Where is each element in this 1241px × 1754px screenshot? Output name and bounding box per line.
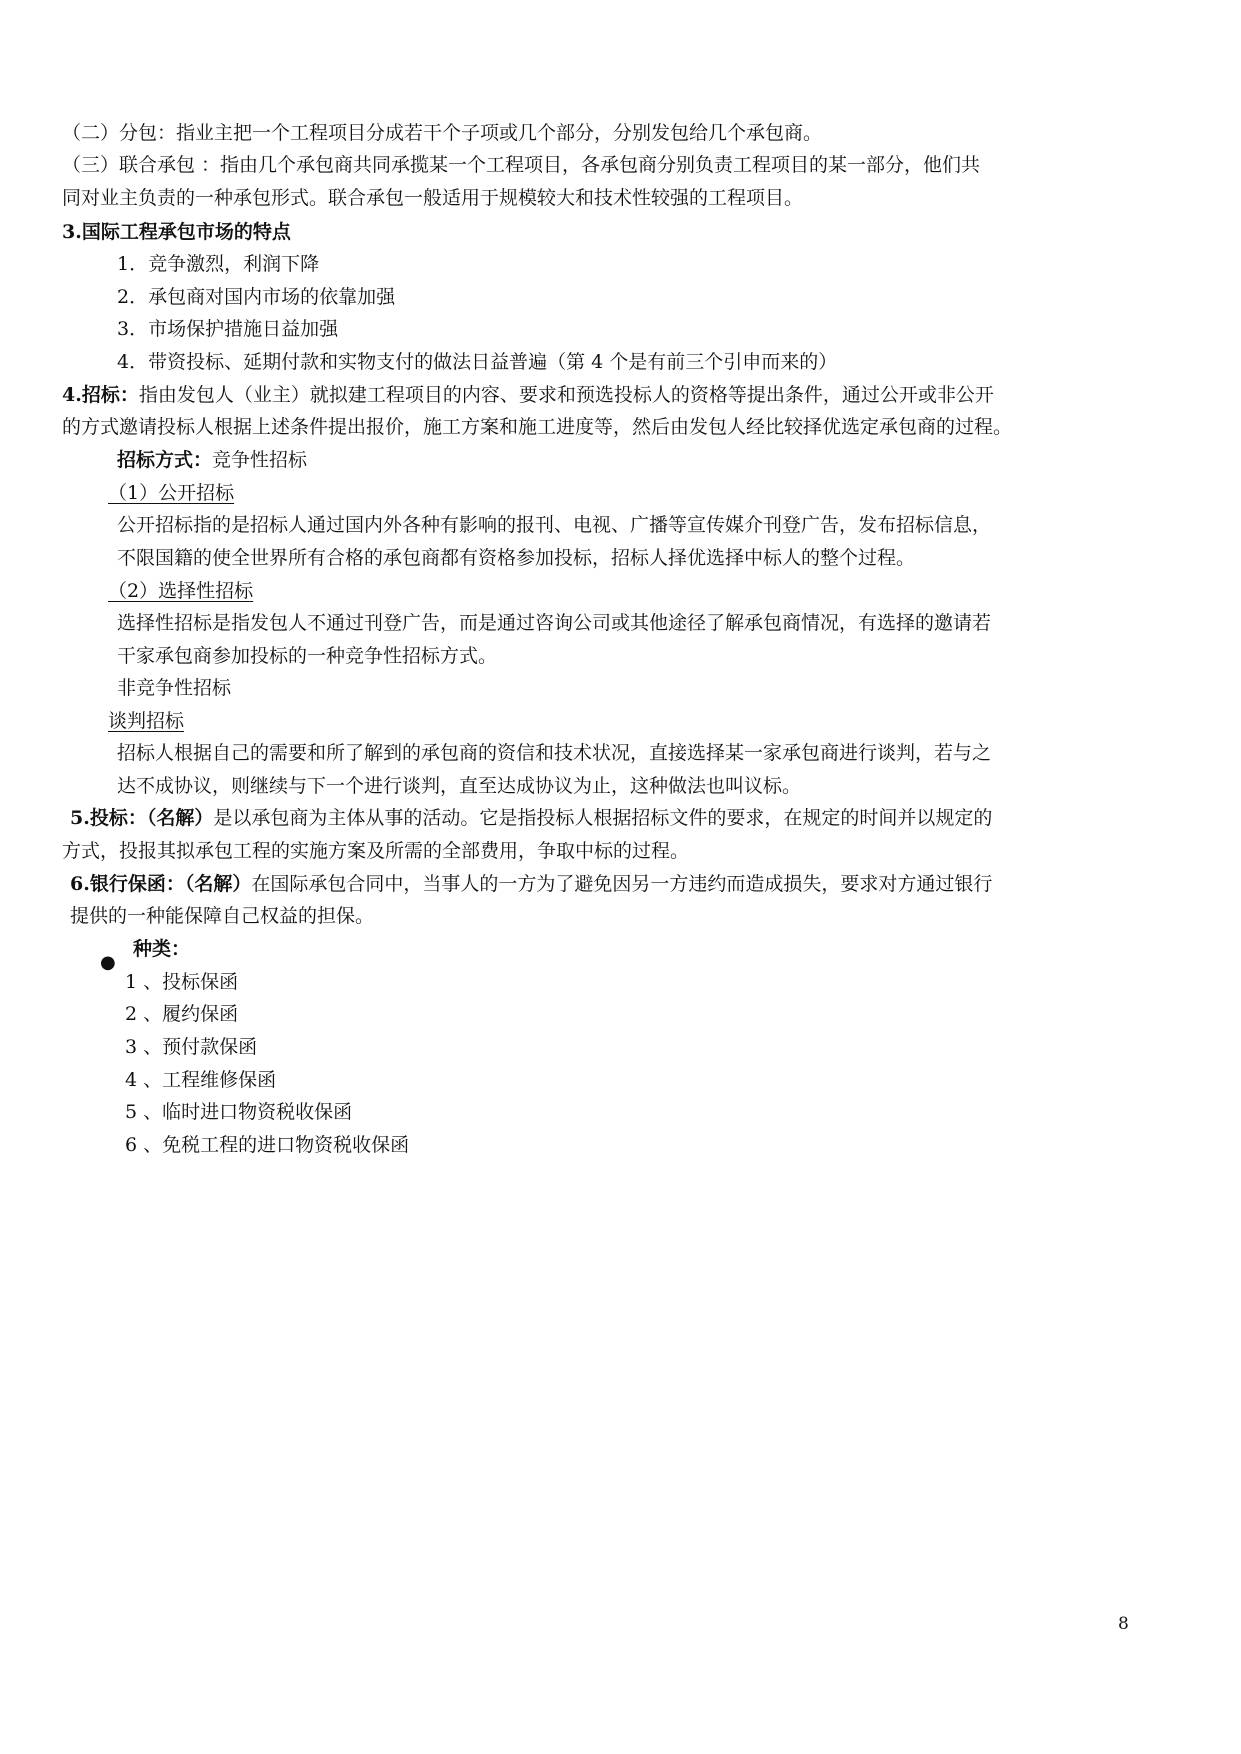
guarantee-type-item: 1 、投标保函: [125, 971, 239, 993]
section-4-line-2: 的方式邀请投标人根据上述条件提出报价，施工方案和施工进度等，然后由发包人经比较择优选定承包商的过程。: [62, 416, 1013, 438]
guarantee-type-item: 2 、履约保函: [125, 1003, 239, 1025]
page-number: 8: [1118, 1614, 1129, 1634]
bidding-method: [117, 448, 307, 472]
section-3-title: 3.国际工程承包市场的特点: [62, 221, 291, 243]
negotiation-line-1: 招标人根据自己的需要和所了解到的承包商的资信和技术状况，直接选择某一家承包商进行谈判，若与之: [117, 742, 992, 764]
bidding-method-label: 招标方式：: [117, 449, 213, 471]
open-bidding-line-1: 公开招标指的是招标人通过国内外各种有影响的报刊、电视、广播等宣传媒介刊登广告，发布招标信息，: [117, 514, 992, 536]
section-5-line-1: [70, 806, 992, 830]
guarantee-type-item: 3 、预付款保函: [125, 1036, 258, 1058]
lianhe-line-1: （三）联合承包 ：指由几个承包商共同承揽某一个工程项目，各承包商分别负责工程项目的某一部分，他们共: [62, 154, 981, 176]
section-3-item: 4．带资投标、延期付款和实物支付的做法日益普遍（第 4 个是有前三个引申而来的）: [117, 351, 838, 373]
guarantee-type-item: 5 、临时进口物资税收保函: [125, 1101, 353, 1123]
bullet-icon: ●: [100, 952, 116, 973]
section-6-line-2: 提供的一种能保障自己权益的担保。: [70, 905, 375, 927]
section-5-line-1-text: 是以承包商为主体从事的活动。它是指投标人根据招标文件的要求，在规定的时间并以规定的: [213, 807, 993, 829]
guarantee-types-label: 种类：: [133, 938, 191, 960]
negotiation-line-2: 达不成协议，则继续与下一个进行谈判，直至达成协议为止，这种做法也叫议标。: [117, 775, 802, 797]
section-5-line-2: 方式，投报其拟承包工程的实施方案及所需的全部费用，争取中标的过程。: [62, 840, 690, 862]
fenbao-line: （二）分包：指业主把一个工程项目分成若干个子项或几个部分，分别发包给几个承包商。: [62, 122, 823, 144]
selective-bidding-line-1: 选择性招标是指发包人不通过刊登广告，而是通过咨询公司或其他途径了解承包商情况，有选择的邀请若: [117, 612, 992, 634]
section-3-item: 3．市场保护措施日益加强: [117, 318, 339, 340]
section-4-line-1-text: 指由发包人（业主）就拟建工程项目的内容、要求和预选投标人的资格等提出条件，通过公开或非公开: [138, 384, 994, 406]
negotiation-bidding-title: 谈判招标: [108, 710, 185, 732]
open-bidding-line-2: 不限国籍的使全世界所有合格的承包商都有资格参加投标，招标人择优选择中标人的整个过程。: [117, 547, 916, 569]
section-6-title: 6.银行保函：（名解）: [70, 873, 252, 895]
section-3-item: 2．承包商对国内市场的依靠加强: [117, 286, 396, 308]
section-5-title: 5.投标：（名解）: [70, 807, 214, 829]
section-4-line-1: [62, 383, 994, 407]
section-4-title: 4.招标：: [62, 384, 139, 406]
bidding-method-value: 竞争性招标: [212, 449, 308, 471]
section-3-item: 1．竞争激烈，利润下降: [117, 253, 320, 275]
guarantee-type-item: 6 、免税工程的进口物资税收保函: [125, 1134, 410, 1156]
open-bidding-title: （1）公开招标: [108, 482, 235, 504]
section-6-line-1-text: 在国际承包合同中，当事人的一方为了避免因另一方违约而造成损失，要求对方通过银行: [251, 873, 993, 895]
selective-bidding-line-2: 干家承包商参加投标的一种竞争性招标方式。: [117, 645, 498, 667]
lianhe-line-2: 同对业主负责的一种承包形式。联合承包一般适用于规模较大和技术性较强的工程项目。: [62, 187, 804, 209]
section-6-line-1: [70, 872, 992, 896]
noncompetitive-bidding: 非竞争性招标: [117, 677, 232, 699]
selective-bidding-title: （2）选择性招标: [108, 580, 254, 602]
guarantee-type-item: 4 、工程维修保函: [125, 1069, 277, 1091]
